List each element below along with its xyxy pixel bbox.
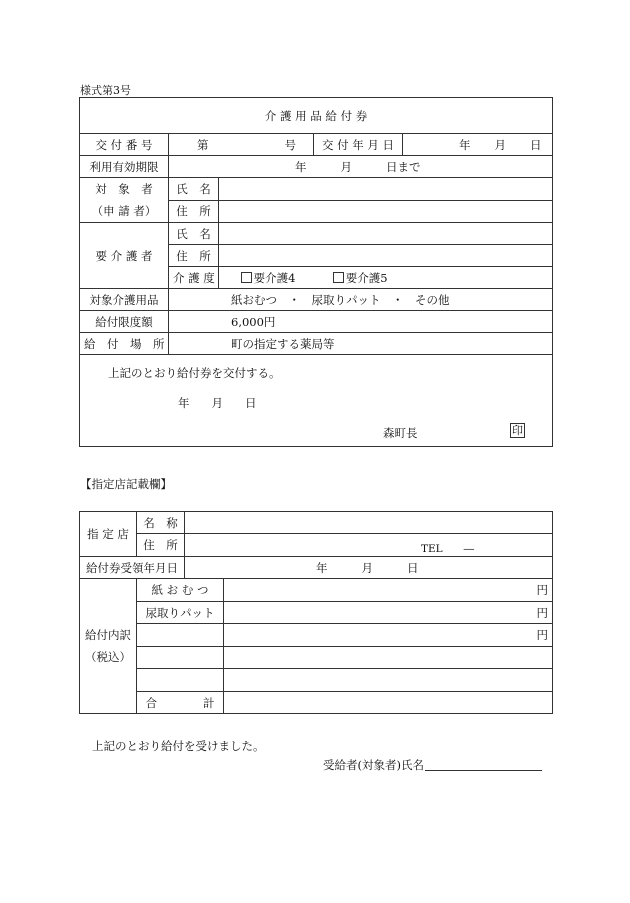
item-other-2-amount[interactable] [224,647,553,669]
applicant-name-label: 氏 名 [169,178,219,201]
limit-label: 給付限度額 [80,311,169,333]
store-address-field[interactable] [185,534,553,557]
validity-field[interactable]: 年 月 日まで [169,156,553,178]
number-prefix: 第 [197,137,209,152]
store-tel: TEL ― [421,543,475,555]
place-label: 給 付 場 所 [80,333,169,355]
store-table [79,511,553,714]
total-amount[interactable] [224,692,553,714]
care-level-5-label: 要介護5 [345,270,388,285]
item-diaper-amount[interactable]: 円 [224,579,553,602]
seal-mark: 印 [512,424,523,437]
recipient-signature-line[interactable] [425,758,542,771]
care-level-5-checkbox[interactable] [333,272,344,283]
item-other-1-amount[interactable]: 円 [224,624,553,647]
validity-label: 利用有効期限 [80,156,169,178]
applicant-address-label: 住 所 [169,200,219,223]
issuance-date[interactable]: 年 月 日 [178,396,257,410]
care-level-4-label: 要介護4 [253,270,296,285]
applicant-label: 対 象 者 （申 請 者） [80,178,169,223]
care-level-options [219,267,553,289]
voucher-title: 介 護 用 品 給 付 券 [80,98,553,134]
care-recipient-label: 要 介 護 者 [80,223,169,289]
issuance-statement: 上記のとおり給付券を交付する。 [108,366,281,380]
items-label: 対象介護用品 [80,289,169,311]
store-name-label: 名 称 [137,512,185,534]
care-name-field[interactable] [219,223,553,245]
limit-value: 6,000円 [169,311,553,333]
issuer-name: 森町長 [383,426,418,440]
receipt-statement: 上記のとおり給付を受けました。 [92,739,265,753]
number-suffix: 号 [284,137,296,152]
store-section-heading: 【指定店記載欄】 [80,477,172,491]
recipient-label: 受給者(対象者)氏名 [323,758,424,772]
item-pad-amount[interactable]: 円 [224,602,553,624]
total-label: 合 計 [137,692,224,714]
care-address-field[interactable] [219,245,553,267]
issue-date-label: 交 付 年 月 日 [314,134,403,156]
care-name-label: 氏 名 [169,223,219,245]
item-other-1-label[interactable] [137,624,224,647]
item-diaper-label: 紙 お む つ [137,579,224,602]
recipient-signature [323,757,542,773]
store-name-field[interactable] [185,512,553,534]
applicant-address-field[interactable] [219,200,553,223]
issuance-block [80,355,553,447]
voucher-number-field[interactable] [169,134,314,156]
item-pad-label: 尿取りパット [137,602,224,624]
store-label: 指 定 店 [80,512,137,557]
item-other-2-label[interactable] [137,647,224,669]
voucher-number-label: 交 付 番 号 [80,134,169,156]
breakdown-label: 給付内訳 （税込） [80,579,137,714]
issue-date-field[interactable]: 年 月 日 [403,134,553,156]
received-date-field[interactable]: 年 月 日 [185,557,553,579]
item-other-3-amount[interactable] [224,669,553,692]
care-level-4-checkbox[interactable] [241,272,252,283]
items-value: 紙おむつ ・ 尿取りパット ・ その他 [169,289,553,311]
place-value: 町の指定する薬局等 [169,333,553,355]
store-address-label: 住 所 [137,534,185,557]
voucher-table [79,97,553,447]
applicant-name-field[interactable] [219,178,553,201]
care-level-label: 介 護 度 [169,267,219,289]
item-other-3-label[interactable] [137,669,224,692]
care-address-label: 住 所 [169,245,219,267]
form-number: 様式第3号 [80,84,131,97]
received-date-label: 給付券受領年月日 [80,557,185,579]
